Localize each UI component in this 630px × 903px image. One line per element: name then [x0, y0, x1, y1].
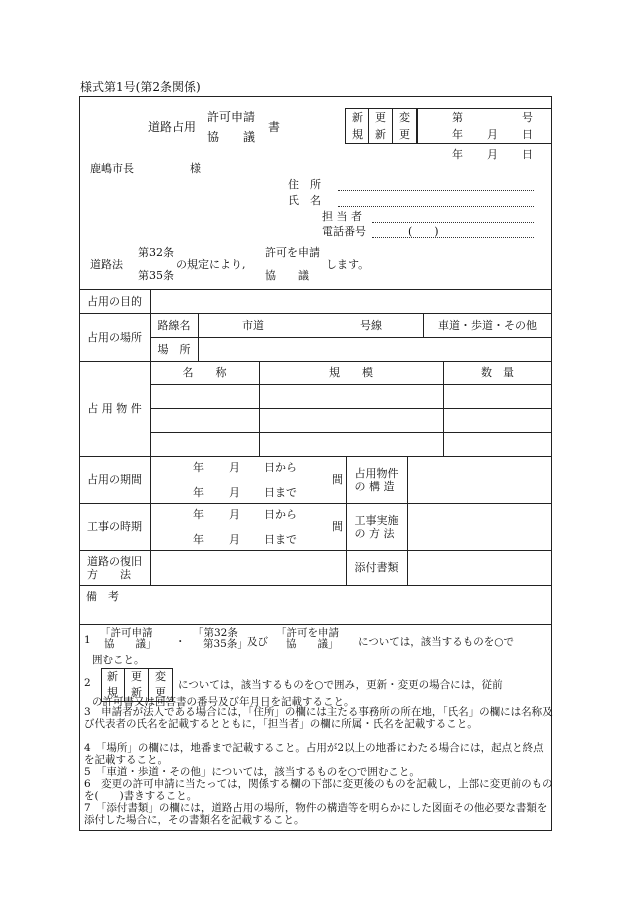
statement-shimasu: します。: [326, 258, 370, 271]
period-kan: 間: [332, 473, 343, 486]
type-kou2: 更: [399, 128, 410, 141]
note2-tail: については，該当するものを○で囲み，更新・変更の場合には，従前: [178, 679, 503, 691]
form-number-label: 様式第1号(第2条関係): [80, 80, 201, 94]
note3: 3 申請者が法人である場合には，「住所」の欄には主たる事務所の所在地，「氏名」の欄には名称及び代表者の氏名を記載するとともに，「担当者」の欄に所属・氏名を記載すること。: [84, 706, 553, 730]
period-from-month: 月: [229, 461, 240, 474]
address-label: 住 所: [288, 178, 321, 191]
type-kou: 更: [375, 111, 386, 124]
road-type-label[interactable]: 車道・歩道・その他: [438, 318, 537, 332]
dai-label: 第: [452, 111, 463, 124]
col-name-header: 名 称: [182, 366, 227, 379]
provision-text: の規定により,: [176, 258, 246, 271]
note1-tail: については，該当するものを○で: [358, 636, 514, 648]
period-to-month: 月: [229, 486, 240, 499]
note1-b: 協 議」: [104, 638, 157, 650]
addressee-mayor: 鹿嶋市長: [90, 162, 134, 175]
name-line[interactable]: [338, 206, 534, 207]
period-label: 占用の期間: [87, 473, 142, 486]
route-name-label: 路線名: [157, 318, 191, 332]
note4: 4 「場所」の欄には，地番まで記載すること。占用が2以上の地番にわたる場合には，起点と終点を記載すること。: [84, 742, 544, 766]
statement-permit: 許可を申請: [265, 246, 320, 259]
phone-label: 電話番号: [322, 225, 366, 238]
type-ki: 規: [352, 128, 363, 141]
date-month: 月: [487, 148, 498, 161]
note1-d: 第35条」: [203, 638, 248, 650]
person-line[interactable]: [372, 222, 534, 223]
col-qty-header: 数 量: [481, 366, 514, 379]
remarks-label: 備 考: [86, 590, 119, 603]
note6: 6 変更の許可申請に当たっては，関係する欄の下部に変更後のものを記載し，上部に変更前のものを( )書きすること。: [84, 778, 553, 802]
note2-kou: 更: [131, 670, 142, 683]
note1-a: 「許可申請: [100, 627, 153, 639]
work-from-month: 月: [229, 508, 240, 521]
address-line[interactable]: [338, 190, 534, 191]
phone-line[interactable]: [372, 237, 534, 238]
note1-c: 「第32条: [193, 627, 238, 639]
period-from: 日から: [264, 461, 297, 474]
title-consultation: 協 議: [207, 130, 256, 144]
title-road-use: 道路占用: [148, 120, 197, 134]
go-label: 号: [522, 111, 533, 124]
period-from-year: 年: [193, 461, 204, 474]
note5: 5 「車道・歩道・その他」については，該当するものを○で囲むこと。: [84, 766, 420, 778]
gosen-label: 号線: [360, 319, 382, 332]
article-32: 第32条: [138, 246, 174, 259]
basho-field[interactable]: [200, 339, 550, 359]
purpose-field[interactable]: [152, 291, 550, 311]
type-hen: 変: [399, 111, 410, 124]
note2-num: 2: [84, 677, 91, 689]
restore-label: 道路の復旧 方 法: [87, 554, 142, 581]
work-to-year: 年: [193, 533, 204, 546]
note1-num: 1: [84, 634, 91, 646]
note7: 7 「添付書類」の欄には，道路占用の場所，物件の構造等を明らかにした図面その他必要な書類を添付した場合に，その書類名を記載すること。: [84, 802, 548, 826]
statement-consult: 協 議: [265, 269, 309, 282]
work-time-label: 工事の時期: [87, 520, 142, 533]
day-label: 日: [522, 128, 533, 141]
note2-shin: 新: [107, 670, 118, 683]
place-label: 占用の場所: [87, 330, 142, 344]
note1-line2: 囲むこと。: [92, 654, 145, 666]
note2-hen: 変: [155, 670, 166, 683]
phone-paren: ( ): [408, 225, 439, 238]
title-permit-application: 許可申請: [207, 110, 256, 124]
attach-label: 添付書類: [354, 561, 399, 574]
work-to: 日まで: [264, 533, 297, 546]
note1-e: 「許可を申請: [276, 627, 339, 639]
road-law: 道路法: [90, 258, 123, 271]
note1-and: 及び: [247, 636, 268, 648]
note1-dot: ・: [175, 636, 186, 648]
col-scale-header: 規 模: [329, 366, 373, 379]
date-day: 日: [522, 148, 533, 161]
date-year: 年: [452, 148, 463, 161]
note1-f: 協 議」: [286, 638, 339, 650]
shido-label: 市道: [242, 319, 264, 332]
object-label: 占 用 物 件: [87, 402, 142, 415]
period-to: 日まで: [264, 486, 297, 499]
person-label: 担 当 者: [322, 210, 362, 223]
note2-kou2: 更: [155, 686, 166, 699]
year-label: 年: [452, 128, 463, 141]
note2-shin2: 新: [131, 686, 142, 699]
type-shin2: 新: [375, 128, 386, 141]
name-label: 氏 名: [288, 194, 321, 207]
work-to-month: 月: [229, 533, 240, 546]
title-sho: 書: [268, 120, 281, 134]
basho-label: 場 所: [157, 342, 191, 356]
method-label: 工事実施 の 方 法: [354, 513, 399, 540]
month-label: 月: [487, 128, 498, 141]
work-from: 日から: [264, 508, 297, 521]
note2-line2: の許可書又は回答書の番号及び年月日を記載すること。: [92, 696, 355, 708]
purpose-label: 占用の目的: [87, 294, 142, 308]
structure-label: 占用物件 の 構 造: [354, 466, 399, 493]
period-to-year: 年: [193, 486, 204, 499]
addressee-sama: 様: [190, 162, 201, 175]
work-from-year: 年: [193, 508, 204, 521]
work-kan: 間: [332, 520, 343, 533]
type-shin: 新: [352, 111, 363, 124]
note2-ki: 規: [107, 686, 118, 699]
article-35: 第35条: [138, 269, 174, 282]
